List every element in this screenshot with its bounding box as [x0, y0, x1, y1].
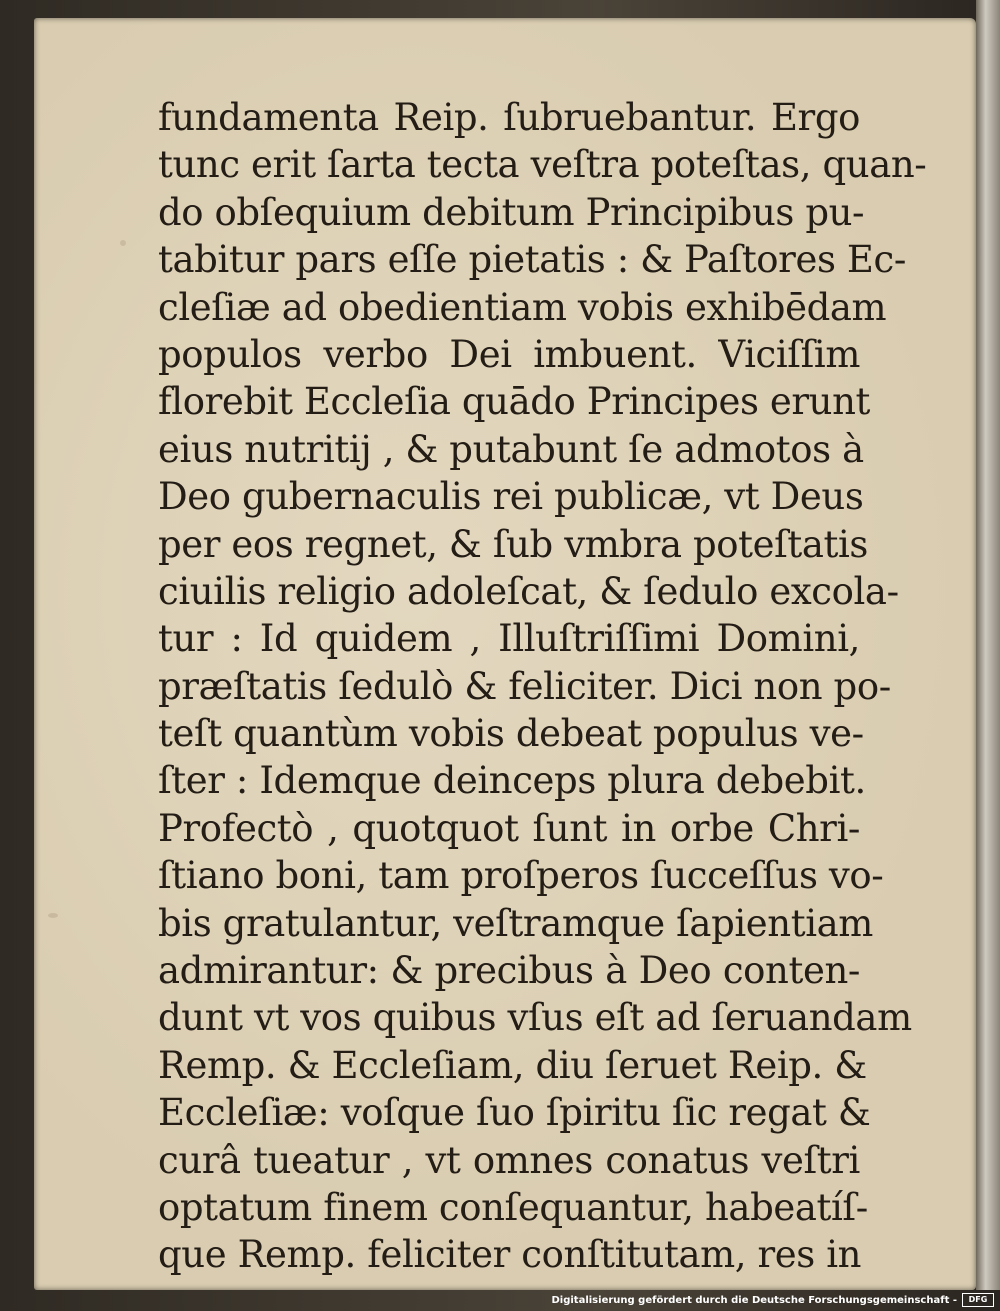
text-line: præſtatis ſedulò & feliciter. Dici non po-	[158, 664, 891, 708]
text-line: bis gratulantur, veſtramque ſapientiam	[158, 901, 873, 945]
text-line: que Remp. feliciter conſtitutam, res in	[158, 1233, 862, 1277]
text-line: Remp. & Eccleſiam, diu ſeruet Reip. &	[158, 1043, 867, 1087]
text-line: Eccleſiæ: voſque ſuo ſpiritu ſic regat &	[158, 1091, 871, 1135]
text-line: tur : Id quidem , Illuſtriſſimi Domini,	[158, 617, 860, 661]
text-line: Deo gubernaculis rei publicæ, vt Deus	[158, 475, 864, 519]
text-line: fundamenta Reip. ſubruebantur. Ergo	[158, 96, 860, 139]
text-line: curâ tueatur , vt omnes conatus veſtri	[158, 1138, 860, 1182]
text-line: populos verbo Dei imbuent. Viciſſim	[158, 332, 860, 376]
text-line: admirantur: & precibus à Deo conten-	[158, 949, 860, 993]
text-line: ciuilis religio adoleſcat, & ſedulo excola-	[158, 569, 899, 613]
next-page-edge	[976, 0, 1000, 1290]
digitization-footer	[551, 1292, 994, 1308]
text-line: cleſiæ ad obedientiam vobis exhibēdam	[158, 285, 887, 329]
text-line: dunt vt vos quibus vſus eſt ad ſeruandam	[158, 996, 912, 1040]
ink-spot	[120, 240, 126, 246]
text-line: per eos regnet, & ſub vmbra poteſtatis	[158, 522, 869, 566]
page-text	[158, 94, 927, 1279]
text-line: tunc erit ſarta tecta veſtra poteſtas, quan-	[158, 143, 927, 187]
text-line: eius nutritij , & putabunt ſe admotos à	[158, 427, 864, 471]
text-line: do obſequium debitum Principibus pu-	[158, 190, 865, 234]
text-line: florebit Eccleſia quādo Principes erunt	[158, 380, 871, 424]
text-line: ſtiano boni, tam proſperos ſucceſſus vo-	[158, 854, 884, 898]
text-line: ſter : Idemque deinceps plura debebit.	[158, 759, 866, 803]
ink-spot	[48, 913, 58, 918]
dfg-logo: DFG	[962, 1293, 994, 1307]
text-line: teſt quantùm vobis debeat populus ve-	[158, 712, 864, 756]
text-line: Profectò , quotquot ſunt in orbe Chri-	[158, 806, 860, 850]
text-line: optatum finem conſequantur, habeatíſ-	[158, 1185, 868, 1229]
footer-credit: Digitalisierung gefördert durch die Deutsche Forschungsgemeinschaft -	[551, 1294, 957, 1306]
text-line: tabitur pars eſſe pietatis : & Paſtores Ec-	[158, 238, 906, 282]
